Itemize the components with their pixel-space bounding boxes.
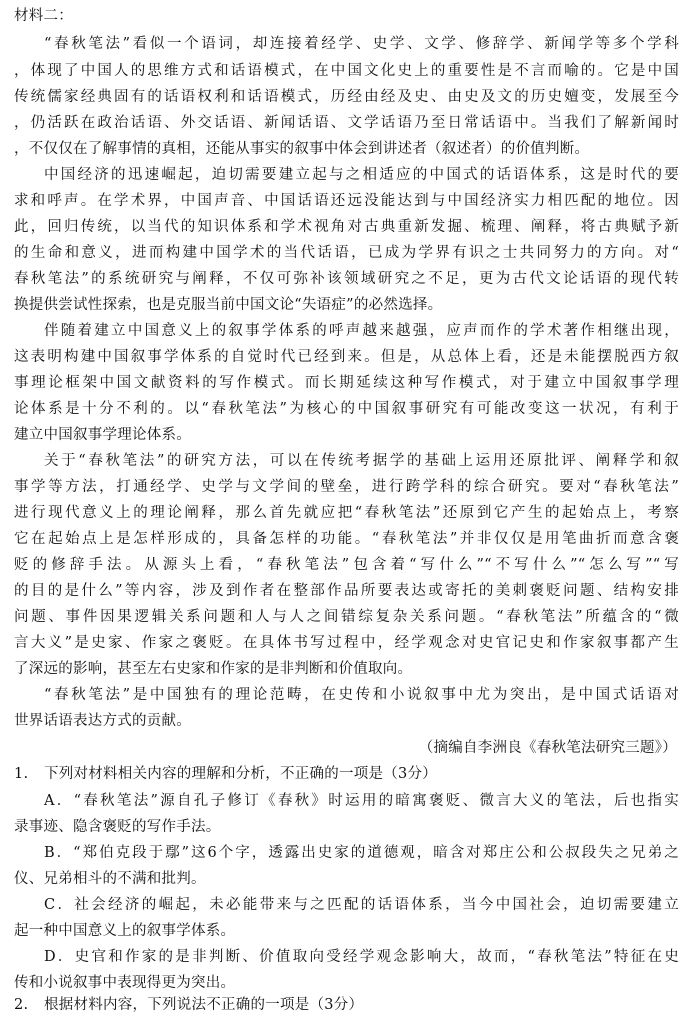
paragraph-3-line-5: 建立中国叙事学理论体系。: [14, 427, 191, 443]
paragraph-4-line-4: 它在起始点上是怎样形成的，具备怎样的功能。“春秋笔法”并非仅仅是用笔曲折而意含褒: [14, 531, 679, 547]
option-b-line-1: B．“郑伯克段于鄢”这6个字，透露出史家的道德观，暗含对郑庄公和公叔段失之兄弟之: [44, 845, 679, 861]
paragraph-5-line-1: “春秋笔法”是中国独有的理论范畴，在史传和小说叙事中尤为突出，是中国式话语对: [44, 687, 679, 703]
question-1-text: 下列对材料相关内容的理解和分析，不正确的一项是（3分）: [44, 766, 437, 782]
material-heading: 材料二：: [14, 8, 73, 24]
paragraph-3-line-4: 论体系是十分不利的。以“春秋笔法”为核心的中国叙事研究有可能改变这一状况，有利于: [14, 401, 679, 417]
question-2-number: 2.: [14, 997, 29, 1013]
paragraph-2-line-6: 换提供尝试性探索，也是克服当前中国文论“失语症”的必然选择。: [14, 297, 443, 313]
option-a-line-1: A．“春秋笔法”源自孔子修订《春秋》时运用的暗寓褒贬、微言大义的笔法，后也指实: [44, 793, 679, 809]
paragraph-1-line-1: “春秋笔法”看似一个语词，却连接着经学、史学、文学、修辞学、新闻学等多个学科: [44, 36, 679, 52]
paragraph-4-line-2: 事学等方法，打通经学、史学与文学间的壁垒，进行跨学科的综合研究。要对“春秋笔法”: [14, 479, 679, 495]
paragraph-4-line-5: 贬的修辞手法。从源头上看，“春秋笔法”包含着“写什么”“不写什么”“怎么写”“写: [14, 557, 679, 573]
option-c-line-1: C．社会经济的崛起，未必能带来与之匹配的话语体系，当今中国社会，迫切需要建立: [44, 897, 679, 913]
option-c-line-2: 起一种中国意义上的叙事学体系。: [14, 923, 236, 939]
question-2-text: 根据材料内容，下列说法不正确的一项是（3分）: [44, 997, 364, 1013]
paragraph-4-line-1: 关于“春秋笔法”的研究方法，可以在传统考据学的基础上运用还原批评、阐释学和叙: [44, 453, 679, 469]
paragraph-3-line-1: 伴随着建立中国意义上的叙事学体系的呼声越来越强，应声而作的学术著作相继出现，: [44, 323, 679, 339]
option-b-line-2: 仪、兄弟相斗的不满和批判。: [14, 871, 206, 887]
paragraph-1-line-2: ，体现了中国人的思维方式和话语模式，在中国文化史上的重要性是不言而喻的。它是中国: [14, 63, 679, 79]
option-d-line-2: 传和小说叙事中表现得更为突出。: [14, 975, 236, 991]
paragraph-2-line-1: 中国经济的迅速崛起，迫切需要建立起与之相适应的中国式的话语体系，这是时代的要: [44, 167, 679, 183]
paragraph-4-line-3: 进行现代意义上的理论阐释，那么首先就应把“春秋笔法”还原到它产生的起始点上，考察: [14, 505, 679, 521]
paragraph-1-line-5: ，不仅仅在了解事情的真相，还能从事实的叙事中体会到讲述者（叙述者）的价值判断。: [14, 141, 590, 157]
paragraph-2-line-3: 此，回归传统，以当代的知识体系和学术视角对古典重新发掘、梳理、阐释，将古典赋予新: [14, 219, 679, 235]
paragraph-3-line-2: 这表明构建中国叙事学体系的自觉时代已经到来。但是，从总体上看，还是未能摆脱西方叙: [14, 349, 679, 365]
paragraph-3-line-3: 事理论框架中国文献资料的写作模式。而长期延续这种写作模式，对于建立中国叙事学理: [14, 375, 679, 391]
paragraph-2-line-5: 春秋笔法”的系统研究与阐释，不仅可弥补该领域研究之不足，更为古代文论话语的现代转: [14, 271, 679, 287]
paragraph-5-line-2: 世界话语表达方式的贡献。: [14, 713, 191, 729]
paragraph-4-line-9: 了深远的影响，甚至左右史家和作家的是非判断和价值取向。: [14, 661, 413, 677]
paragraph-1-line-3: 传统儒家经典固有的话语权利和话语模式，历经由经及史、由史及文的历史嬗变，发展至今: [14, 89, 679, 105]
question-1-number: 1.: [14, 766, 29, 782]
option-d-line-1: D．史官和作家的是非判断、价值取向受经学观念影响大，故而，“春秋笔法”特征在史: [44, 949, 679, 965]
paragraph-4-line-7: 问题、事件因果逻辑关系问题和人与人之间错综复杂关系问题。“春秋笔法”所蕴含的“微: [14, 609, 679, 625]
paragraph-4-line-6: 的目的是什么”等内容，涉及到作者在整部作品所要表达或寄托的美刺褒贬问题、结构安排: [14, 583, 679, 599]
paragraph-2-line-4: 的生命和意义，进而构建中国学术的当代话语，已成为学界有识之士共同努力的方向。对“: [14, 245, 679, 261]
question-2-stem: [14, 994, 679, 1016]
question-1-stem: [14, 763, 679, 785]
paragraph-2-line-2: 求和呼声。在学术界，中国声音、中国话语还远没能达到与中国经济实力相匹配的地位。因: [14, 193, 679, 209]
option-a-line-2: 录事迹、隐含褒贬的写作手法。: [14, 819, 221, 835]
paragraph-1-line-4: ，仍活跃在政治话语、外交话语、新闻话语、文学话语乃至日常话语中。当我们了解新闻时: [14, 115, 679, 131]
paragraph-4-line-8: 言大义”是史家、作家之褒贬。在具体书写过程中，经学观念对史官记史和作家叙事都产生: [14, 635, 679, 651]
source-citation: （摘编自李洲良《春秋笔法研究三题》）: [418, 740, 677, 756]
